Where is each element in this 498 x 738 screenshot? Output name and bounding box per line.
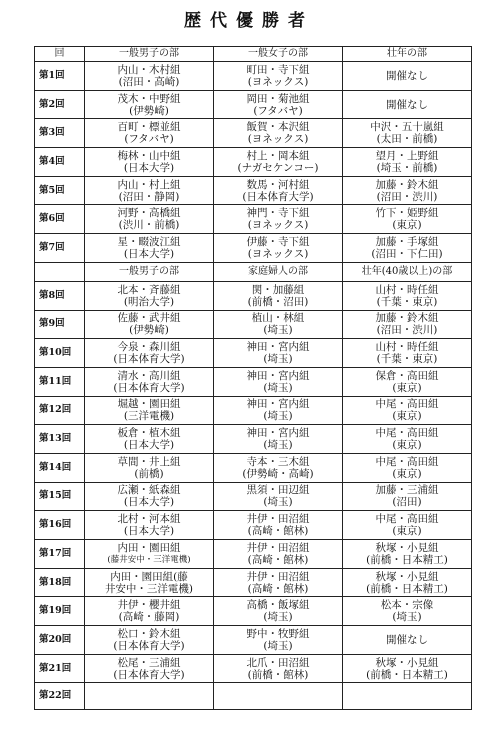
round-number: 第2回 bbox=[35, 90, 85, 119]
senior-winners-line1: 加藤・三浦組 bbox=[375, 484, 439, 497]
women-winners-line1: 神門・寺下組 bbox=[246, 207, 310, 220]
senior-winners bbox=[343, 310, 472, 339]
senior-winners bbox=[343, 367, 472, 396]
senior-winners-line1: 秋塚・小見組 bbox=[375, 570, 439, 583]
page-title: 歴代優勝者 bbox=[184, 11, 314, 31]
women-winners-line1: 町田・寺下組 bbox=[246, 63, 310, 76]
round-number: 第7回 bbox=[35, 234, 85, 263]
women-winners-line2: (ヨネックス) bbox=[247, 133, 309, 146]
men-winners-line1: 清水・高川組 bbox=[117, 369, 181, 382]
senior-winners-empty bbox=[343, 683, 472, 710]
round-number: 第22回 bbox=[35, 683, 85, 710]
round-number: 第19回 bbox=[35, 597, 85, 626]
round-number: 第14回 bbox=[35, 453, 85, 482]
women-winners bbox=[214, 234, 343, 263]
senior-winners bbox=[343, 540, 472, 569]
table-row bbox=[35, 540, 472, 569]
women-winners-line2: (埼玉) bbox=[263, 410, 293, 423]
table-subheader-row bbox=[35, 262, 472, 281]
men-winners-line2: (日本大学) bbox=[123, 439, 175, 452]
men-winners bbox=[85, 453, 214, 482]
senior-winners bbox=[343, 654, 472, 683]
subheader-senior-40: 壮年(40歳以上)の部 bbox=[343, 262, 472, 281]
men-winners bbox=[85, 148, 214, 177]
men-winners-line2: (沼田・静岡) bbox=[118, 190, 180, 203]
round-number: 第21回 bbox=[35, 654, 85, 683]
senior-winners-line1: 加藤・鈴木組 bbox=[375, 178, 439, 191]
senior-winners-line2: (東京) bbox=[392, 381, 422, 394]
round-number: 第6回 bbox=[35, 205, 85, 234]
senior-winners-line1: 山村・時任組 bbox=[375, 283, 439, 296]
table-row bbox=[35, 511, 472, 540]
men-winners bbox=[85, 626, 214, 655]
table-row bbox=[35, 339, 472, 368]
senior-winners bbox=[343, 482, 472, 511]
table-row bbox=[35, 683, 472, 710]
men-winners-line2: (日本体育大学) bbox=[113, 381, 185, 394]
table-row bbox=[35, 176, 472, 205]
round-number: 第18回 bbox=[35, 568, 85, 597]
women-winners-line2: (埼玉) bbox=[263, 639, 293, 652]
senior-winners-line2: (埼玉) bbox=[392, 611, 422, 624]
women-winners bbox=[214, 568, 343, 597]
men-winners-line2: (フタバヤ) bbox=[124, 133, 174, 146]
senior-winners-line2: (太田・前橋) bbox=[376, 133, 438, 146]
men-winners-line2: (日本体育大学) bbox=[113, 353, 185, 366]
table-row bbox=[35, 396, 472, 425]
women-winners-line1: 神田・宮内組 bbox=[246, 398, 310, 411]
round-number: 第3回 bbox=[35, 119, 85, 148]
women-winners-line2: (埼玉) bbox=[263, 324, 293, 337]
women-winners bbox=[214, 90, 343, 119]
senior-winners-line2: (前橋・日本精工) bbox=[366, 553, 448, 566]
senior-winners-line2: (東京) bbox=[392, 219, 422, 232]
round-number: 第20回 bbox=[35, 626, 85, 655]
senior-winners bbox=[343, 511, 472, 540]
women-winners-line1: 神田・宮内組 bbox=[246, 341, 310, 354]
women-winners bbox=[214, 205, 343, 234]
men-winners-line2: (沼田・高崎) bbox=[118, 75, 180, 88]
women-winners bbox=[214, 597, 343, 626]
round-number: 第17回 bbox=[35, 540, 85, 569]
senior-winners bbox=[343, 453, 472, 482]
women-winners-line2: (埼玉) bbox=[263, 439, 293, 452]
men-winners bbox=[85, 119, 214, 148]
women-winners-line1: 岡田・菊池組 bbox=[246, 92, 310, 105]
men-winners bbox=[85, 654, 214, 683]
senior-winners bbox=[343, 425, 472, 454]
table-row bbox=[35, 205, 472, 234]
men-winners bbox=[85, 597, 214, 626]
senior-winners bbox=[343, 281, 472, 310]
men-winners-line1: 星・畷波江組 bbox=[117, 235, 181, 248]
men-winners bbox=[85, 281, 214, 310]
senior-winners-line1: 中尾・高田組 bbox=[375, 427, 439, 440]
women-winners-line1: 井伊・田沼組 bbox=[246, 513, 310, 526]
women-winners-line1: 黒須・田辺組 bbox=[246, 484, 310, 497]
men-winners-line2: (日本大学) bbox=[123, 496, 175, 509]
women-winners-line2: (ヨネックス) bbox=[247, 247, 309, 260]
women-winners-line1: 神田・宮内組 bbox=[246, 369, 310, 382]
senior-winners bbox=[343, 568, 472, 597]
women-winners-line2: (埼玉) bbox=[263, 496, 293, 509]
men-winners-line1: 松尾・三浦組 bbox=[117, 656, 181, 669]
women-winners-line1: 高橋・飯塚組 bbox=[246, 599, 310, 612]
senior-winners-line1: 望月・上野組 bbox=[375, 149, 439, 162]
women-winners-line2: (前橋・館林) bbox=[247, 668, 309, 681]
women-winners bbox=[214, 654, 343, 683]
table-row bbox=[35, 148, 472, 177]
men-winners bbox=[85, 482, 214, 511]
men-winners-line1: 板倉・植木組 bbox=[117, 427, 181, 440]
senior-winners bbox=[343, 176, 472, 205]
table-row bbox=[35, 597, 472, 626]
men-winners-line1: 松口・鈴木組 bbox=[117, 627, 181, 640]
senior-winners-line2: (沼田・下仁田) bbox=[371, 247, 443, 260]
women-winners bbox=[214, 540, 343, 569]
table-row bbox=[35, 234, 472, 263]
men-winners-line2: (藤井安中・三洋電機) bbox=[107, 554, 191, 565]
senior-winners bbox=[343, 234, 472, 263]
header-senior: 壮年の部 bbox=[343, 47, 472, 62]
senior-winners-line1: 開催なし bbox=[386, 98, 428, 111]
senior-winners-line2: (前橋・日本精工) bbox=[366, 582, 448, 595]
men-winners-line1: 広瀬・紙森組 bbox=[117, 484, 181, 497]
men-winners-line1: 内田・園田組 bbox=[117, 541, 181, 554]
women-winners bbox=[214, 119, 343, 148]
senior-winners-line1: 竹下・姫野組 bbox=[375, 207, 439, 220]
women-winners bbox=[214, 148, 343, 177]
women-winners-empty bbox=[214, 683, 343, 710]
men-winners-empty bbox=[85, 683, 214, 710]
senior-winners bbox=[343, 90, 472, 119]
men-winners-line2: (日本体育大学) bbox=[113, 668, 185, 681]
men-winners bbox=[85, 425, 214, 454]
senior-winners bbox=[343, 62, 472, 91]
header-men-general: 一般男子の部 bbox=[85, 47, 214, 62]
senior-winners-line1: 秋塚・小見組 bbox=[375, 656, 439, 669]
senior-winners-line2: (東京) bbox=[392, 467, 422, 480]
senior-winners bbox=[343, 396, 472, 425]
men-winners-line2: (高崎・藤岡) bbox=[118, 611, 180, 624]
women-winners-line2: (前橋・沼田) bbox=[247, 295, 309, 308]
subheader-family-women: 家庭婦人の部 bbox=[214, 262, 343, 281]
men-winners bbox=[85, 339, 214, 368]
senior-winners-line1: 中沢・五十嵐組 bbox=[370, 121, 444, 134]
men-winners-line1: 北本・斉藤組 bbox=[117, 283, 181, 296]
men-winners bbox=[85, 367, 214, 396]
women-winners-line1: 神田・宮内組 bbox=[246, 427, 310, 440]
women-winners-line2: (伊勢崎・高崎) bbox=[242, 467, 314, 480]
winners-table bbox=[34, 46, 472, 710]
senior-winners bbox=[343, 119, 472, 148]
men-winners-line1: 今泉・森川組 bbox=[117, 341, 181, 354]
men-winners-line2: (前橋) bbox=[134, 467, 164, 480]
women-winners-line2: (ヨネックス) bbox=[247, 75, 309, 88]
senior-winners-line1: 中尾・高田組 bbox=[375, 455, 439, 468]
senior-winners-line2: (東京) bbox=[392, 410, 422, 423]
men-winners bbox=[85, 176, 214, 205]
senior-winners-line1: 加藤・鈴木組 bbox=[375, 312, 439, 325]
header-women-general: 一般女子の部 bbox=[214, 47, 343, 62]
women-winners bbox=[214, 626, 343, 655]
senior-winners-line2: (沼田・渋川) bbox=[376, 324, 438, 337]
women-winners-line1: 数馬・河村組 bbox=[246, 178, 310, 191]
senior-winners-line1: 保倉・高田組 bbox=[375, 369, 439, 382]
women-winners-line2: (フタバヤ) bbox=[253, 104, 303, 117]
senior-winners bbox=[343, 597, 472, 626]
women-winners bbox=[214, 176, 343, 205]
men-winners-line1: 茂木・中野組 bbox=[117, 92, 181, 105]
women-winners bbox=[214, 310, 343, 339]
men-winners bbox=[85, 62, 214, 91]
men-winners-line2: (日本大学) bbox=[123, 247, 175, 260]
subheader-round bbox=[35, 262, 85, 281]
men-winners bbox=[85, 511, 214, 540]
men-winners bbox=[85, 234, 214, 263]
round-number: 第10回 bbox=[35, 339, 85, 368]
table-row bbox=[35, 568, 472, 597]
table-row bbox=[35, 281, 472, 310]
women-winners-line2: (埼玉) bbox=[263, 381, 293, 394]
men-winners-line1: 内田・園田組(藤 bbox=[110, 570, 188, 583]
senior-winners bbox=[343, 339, 472, 368]
round-number: 第11回 bbox=[35, 367, 85, 396]
women-winners-line1: 北爪・田沼組 bbox=[246, 656, 310, 669]
men-winners-line1: 河野・高橋組 bbox=[117, 207, 181, 220]
senior-winners-line1: 松本・宗像 bbox=[380, 599, 434, 612]
senior-winners-line2: (東京) bbox=[392, 439, 422, 452]
men-winners-line1: 堀越・園田組 bbox=[117, 398, 181, 411]
women-winners-line2: (高崎・館林) bbox=[247, 553, 309, 566]
men-winners-line1: 内山・村上組 bbox=[117, 178, 181, 191]
senior-winners bbox=[343, 148, 472, 177]
men-winners-line2: (伊勢崎) bbox=[129, 324, 169, 337]
round-number: 第8回 bbox=[35, 281, 85, 310]
senior-winners-line1: 中尾・高田組 bbox=[375, 513, 439, 526]
table-row bbox=[35, 425, 472, 454]
women-winners bbox=[214, 281, 343, 310]
round-number: 第13回 bbox=[35, 425, 85, 454]
women-winners-line2: (高崎・館林) bbox=[247, 582, 309, 595]
women-winners bbox=[214, 453, 343, 482]
round-number: 第5回 bbox=[35, 176, 85, 205]
table-row bbox=[35, 310, 472, 339]
senior-winners bbox=[343, 626, 472, 655]
men-winners-line1: 百町・標並組 bbox=[117, 121, 181, 134]
table-row bbox=[35, 62, 472, 91]
men-winners bbox=[85, 310, 214, 339]
men-winners-line1: 北村・河本組 bbox=[117, 513, 181, 526]
men-winners-line1: 井伊・櫻井組 bbox=[117, 599, 181, 612]
women-winners-line1: 植山・林組 bbox=[251, 312, 305, 325]
men-winners-line1: 草間・井上組 bbox=[117, 455, 181, 468]
round-number: 第9回 bbox=[35, 310, 85, 339]
table-row bbox=[35, 119, 472, 148]
women-winners bbox=[214, 396, 343, 425]
men-winners-line2: (三洋電機) bbox=[123, 410, 175, 423]
women-winners-line1: 村上・岡本組 bbox=[246, 149, 310, 162]
table-row bbox=[35, 654, 472, 683]
men-winners bbox=[85, 568, 214, 597]
senior-winners-line1: 中尾・高田組 bbox=[375, 398, 439, 411]
round-number: 第4回 bbox=[35, 148, 85, 177]
women-winners bbox=[214, 425, 343, 454]
men-winners-line2: (渋川・前橋) bbox=[118, 219, 180, 232]
table-row bbox=[35, 90, 472, 119]
women-winners-line1: 井伊・田沼組 bbox=[246, 541, 310, 554]
men-winners-line2: 井安中・三洋電機) bbox=[104, 582, 194, 595]
table-row bbox=[35, 453, 472, 482]
men-winners bbox=[85, 90, 214, 119]
round-number: 第16回 bbox=[35, 511, 85, 540]
header-round: 回 bbox=[35, 47, 85, 62]
women-winners bbox=[214, 339, 343, 368]
men-winners-line2: (日本体育大学) bbox=[113, 639, 185, 652]
women-winners-line1: 伊藤・寺下組 bbox=[246, 235, 310, 248]
women-winners bbox=[214, 482, 343, 511]
women-winners-line2: (日本体育大学) bbox=[242, 190, 314, 203]
women-winners-line2: (高崎・館林) bbox=[247, 525, 309, 538]
senior-winners-line1: 山村・時任組 bbox=[375, 341, 439, 354]
round-number: 第15回 bbox=[35, 482, 85, 511]
men-winners bbox=[85, 540, 214, 569]
women-winners-line2: (埼玉) bbox=[263, 611, 293, 624]
senior-winners-line1: 開催なし bbox=[386, 69, 428, 82]
senior-winners-line2: (千葉・東京) bbox=[376, 353, 438, 366]
men-winners-line1: 梅林・山中組 bbox=[117, 149, 181, 162]
women-winners-line1: 関・加藤組 bbox=[251, 283, 305, 296]
senior-winners bbox=[343, 205, 472, 234]
round-number: 第12回 bbox=[35, 396, 85, 425]
subheader-men-general: 一般男子の部 bbox=[85, 262, 214, 281]
table-row bbox=[35, 367, 472, 396]
women-winners-line1: 飯賀・本沢組 bbox=[246, 121, 310, 134]
women-winners-line2: (埼玉) bbox=[263, 353, 293, 366]
women-winners-line1: 野中・牧野組 bbox=[246, 627, 310, 640]
senior-winners-line1: 秋塚・小見組 bbox=[375, 541, 439, 554]
men-winners-line1: 佐藤・武井組 bbox=[117, 312, 181, 325]
senior-winners-line2: (千葉・東京) bbox=[376, 295, 438, 308]
senior-winners-line2: (埼玉・前橋) bbox=[376, 161, 438, 174]
table-row bbox=[35, 626, 472, 655]
senior-winners-line2: (沼田) bbox=[392, 496, 422, 509]
women-winners-line2: (ナガセケンコー) bbox=[237, 161, 319, 174]
women-winners-line2: (ヨネックス) bbox=[247, 219, 309, 232]
senior-winners-line2: (東京) bbox=[392, 525, 422, 538]
table-row bbox=[35, 482, 472, 511]
senior-winners-line1: 開催なし bbox=[386, 633, 428, 646]
senior-winners-line2: (前橋・日本精工) bbox=[366, 668, 448, 681]
men-winners-line2: (伊勢崎) bbox=[129, 104, 169, 117]
women-winners bbox=[214, 511, 343, 540]
women-winners bbox=[214, 62, 343, 91]
women-winners-line1: 井伊・田沼組 bbox=[246, 570, 310, 583]
men-winners-line1: 内山・木村組 bbox=[117, 63, 181, 76]
women-winners bbox=[214, 367, 343, 396]
men-winners bbox=[85, 396, 214, 425]
men-winners-line2: (日本大学) bbox=[123, 161, 175, 174]
women-winners-line1: 寺本・三木組 bbox=[246, 455, 310, 468]
table-header-row bbox=[35, 47, 472, 62]
senior-winners-line1: 加藤・手塚組 bbox=[375, 235, 439, 248]
men-winners bbox=[85, 205, 214, 234]
men-winners-line2: (明治大学) bbox=[123, 295, 175, 308]
round-number: 第1回 bbox=[35, 62, 85, 91]
men-winners-line2: (日本大学) bbox=[123, 525, 175, 538]
senior-winners-line2: (沼田・渋川) bbox=[376, 190, 438, 203]
